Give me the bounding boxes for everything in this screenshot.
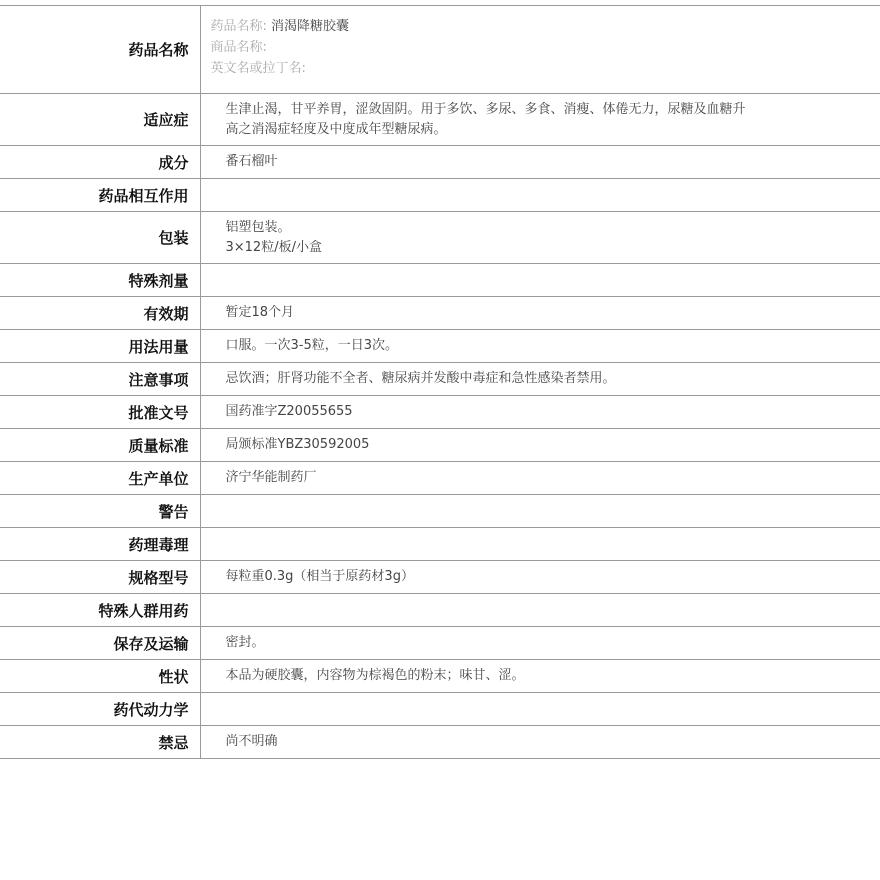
row-label: 规格型号 <box>0 561 200 594</box>
row-precautions <box>0 363 880 396</box>
row-shelf-life <box>0 297 880 330</box>
row-drug-name <box>0 6 880 94</box>
row-label: 适应症 <box>0 94 200 146</box>
row-label: 生产单位 <box>0 462 200 495</box>
row-contraindications <box>0 726 880 759</box>
row-value <box>200 396 880 429</box>
row-value <box>200 495 880 528</box>
row-label: 药代动力学 <box>0 693 200 726</box>
row-value <box>200 179 880 212</box>
generic-name-line <box>211 16 801 37</box>
value-line: 局颁标准YBZ30592005 <box>225 437 370 452</box>
row-quality-standard <box>0 429 880 462</box>
row-label: 特殊人群用药 <box>0 594 200 627</box>
row-label: 药品名称 <box>0 6 200 94</box>
row-appearance <box>0 660 880 693</box>
row-label: 批准文号 <box>0 396 200 429</box>
row-value <box>200 6 880 94</box>
value-line: 暂定18个月 <box>225 305 295 320</box>
row-manufacturer <box>0 462 880 495</box>
drug-info-sheet <box>0 5 880 759</box>
value-line: 高之消渴症轻度及中度成年型糖尿病。 <box>225 121 447 137</box>
row-value <box>200 528 880 561</box>
row-label: 禁忌 <box>0 726 200 759</box>
row-value <box>200 94 880 146</box>
row-usage <box>0 330 880 363</box>
row-specification <box>0 561 880 594</box>
value-line: 铝塑包装。 <box>225 219 291 235</box>
generic-name: 消渴降糖胶囊 <box>271 19 350 34</box>
value-line: 国药准字Z20055655 <box>225 404 353 419</box>
drug-info-table <box>0 5 880 759</box>
row-value <box>200 627 880 660</box>
value-line: 番石榴叶 <box>225 154 278 169</box>
row-value <box>200 297 880 330</box>
row-value <box>200 363 880 396</box>
row-label: 特殊剂量 <box>0 264 200 297</box>
value-line: 忌饮酒；肝肾功能不全者、糖尿病并发酸中毒症和急性感染者禁用。 <box>225 371 616 386</box>
value-line: 尚不明确 <box>225 734 278 749</box>
row-label: 质量标准 <box>0 429 200 462</box>
row-special-dosage <box>0 264 880 297</box>
value-line: 口服。一次3-5粒，一日3次。 <box>225 338 399 353</box>
row-label: 保存及运输 <box>0 627 200 660</box>
row-value <box>200 330 880 363</box>
row-pharmacokinetics <box>0 693 880 726</box>
row-value <box>200 429 880 462</box>
row-value <box>200 726 880 759</box>
row-label: 注意事项 <box>0 363 200 396</box>
row-value <box>200 146 880 179</box>
value-line: 3×12粒/板/小盒 <box>225 239 322 255</box>
value-line: 每粒重0.3g（相当于原药材3g） <box>225 569 414 584</box>
row-label: 警告 <box>0 495 200 528</box>
row-value <box>200 594 880 627</box>
value-line: 生津止渴，甘平养胃，涩敛固阴。用于多饮、多尿、多食、消瘦、体倦无力，尿糖及血糖升 <box>225 101 746 117</box>
row-storage <box>0 627 880 660</box>
english-name-line <box>211 58 801 79</box>
row-interactions <box>0 179 880 212</box>
row-value <box>200 561 880 594</box>
row-indications <box>0 94 880 146</box>
row-label: 成分 <box>0 146 200 179</box>
value-line: 济宁华能制药厂 <box>225 470 317 485</box>
row-ingredients <box>0 146 880 179</box>
row-pharmacology <box>0 528 880 561</box>
trade-name-line <box>211 37 801 58</box>
row-value <box>200 660 880 693</box>
row-value <box>200 693 880 726</box>
value-line: 本品为硬胶囊，内容物为棕褐色的粉末；味甘、涩。 <box>225 668 525 683</box>
row-value <box>200 212 880 264</box>
trade-name-prefix: 商品名称: <box>210 40 267 55</box>
row-warning <box>0 495 880 528</box>
row-label: 性状 <box>0 660 200 693</box>
row-label: 药品相互作用 <box>0 179 200 212</box>
row-packaging <box>0 212 880 264</box>
row-label: 药理毒理 <box>0 528 200 561</box>
row-label: 用法用量 <box>0 330 200 363</box>
english-name-prefix: 英文名或拉丁名: <box>210 61 306 76</box>
row-value <box>200 264 880 297</box>
generic-name-prefix: 药品名称: <box>210 19 267 34</box>
row-special-population <box>0 594 880 627</box>
value-line: 密封。 <box>225 635 265 650</box>
row-label: 有效期 <box>0 297 200 330</box>
row-label: 包装 <box>0 212 200 264</box>
row-approval-number <box>0 396 880 429</box>
row-value <box>200 462 880 495</box>
